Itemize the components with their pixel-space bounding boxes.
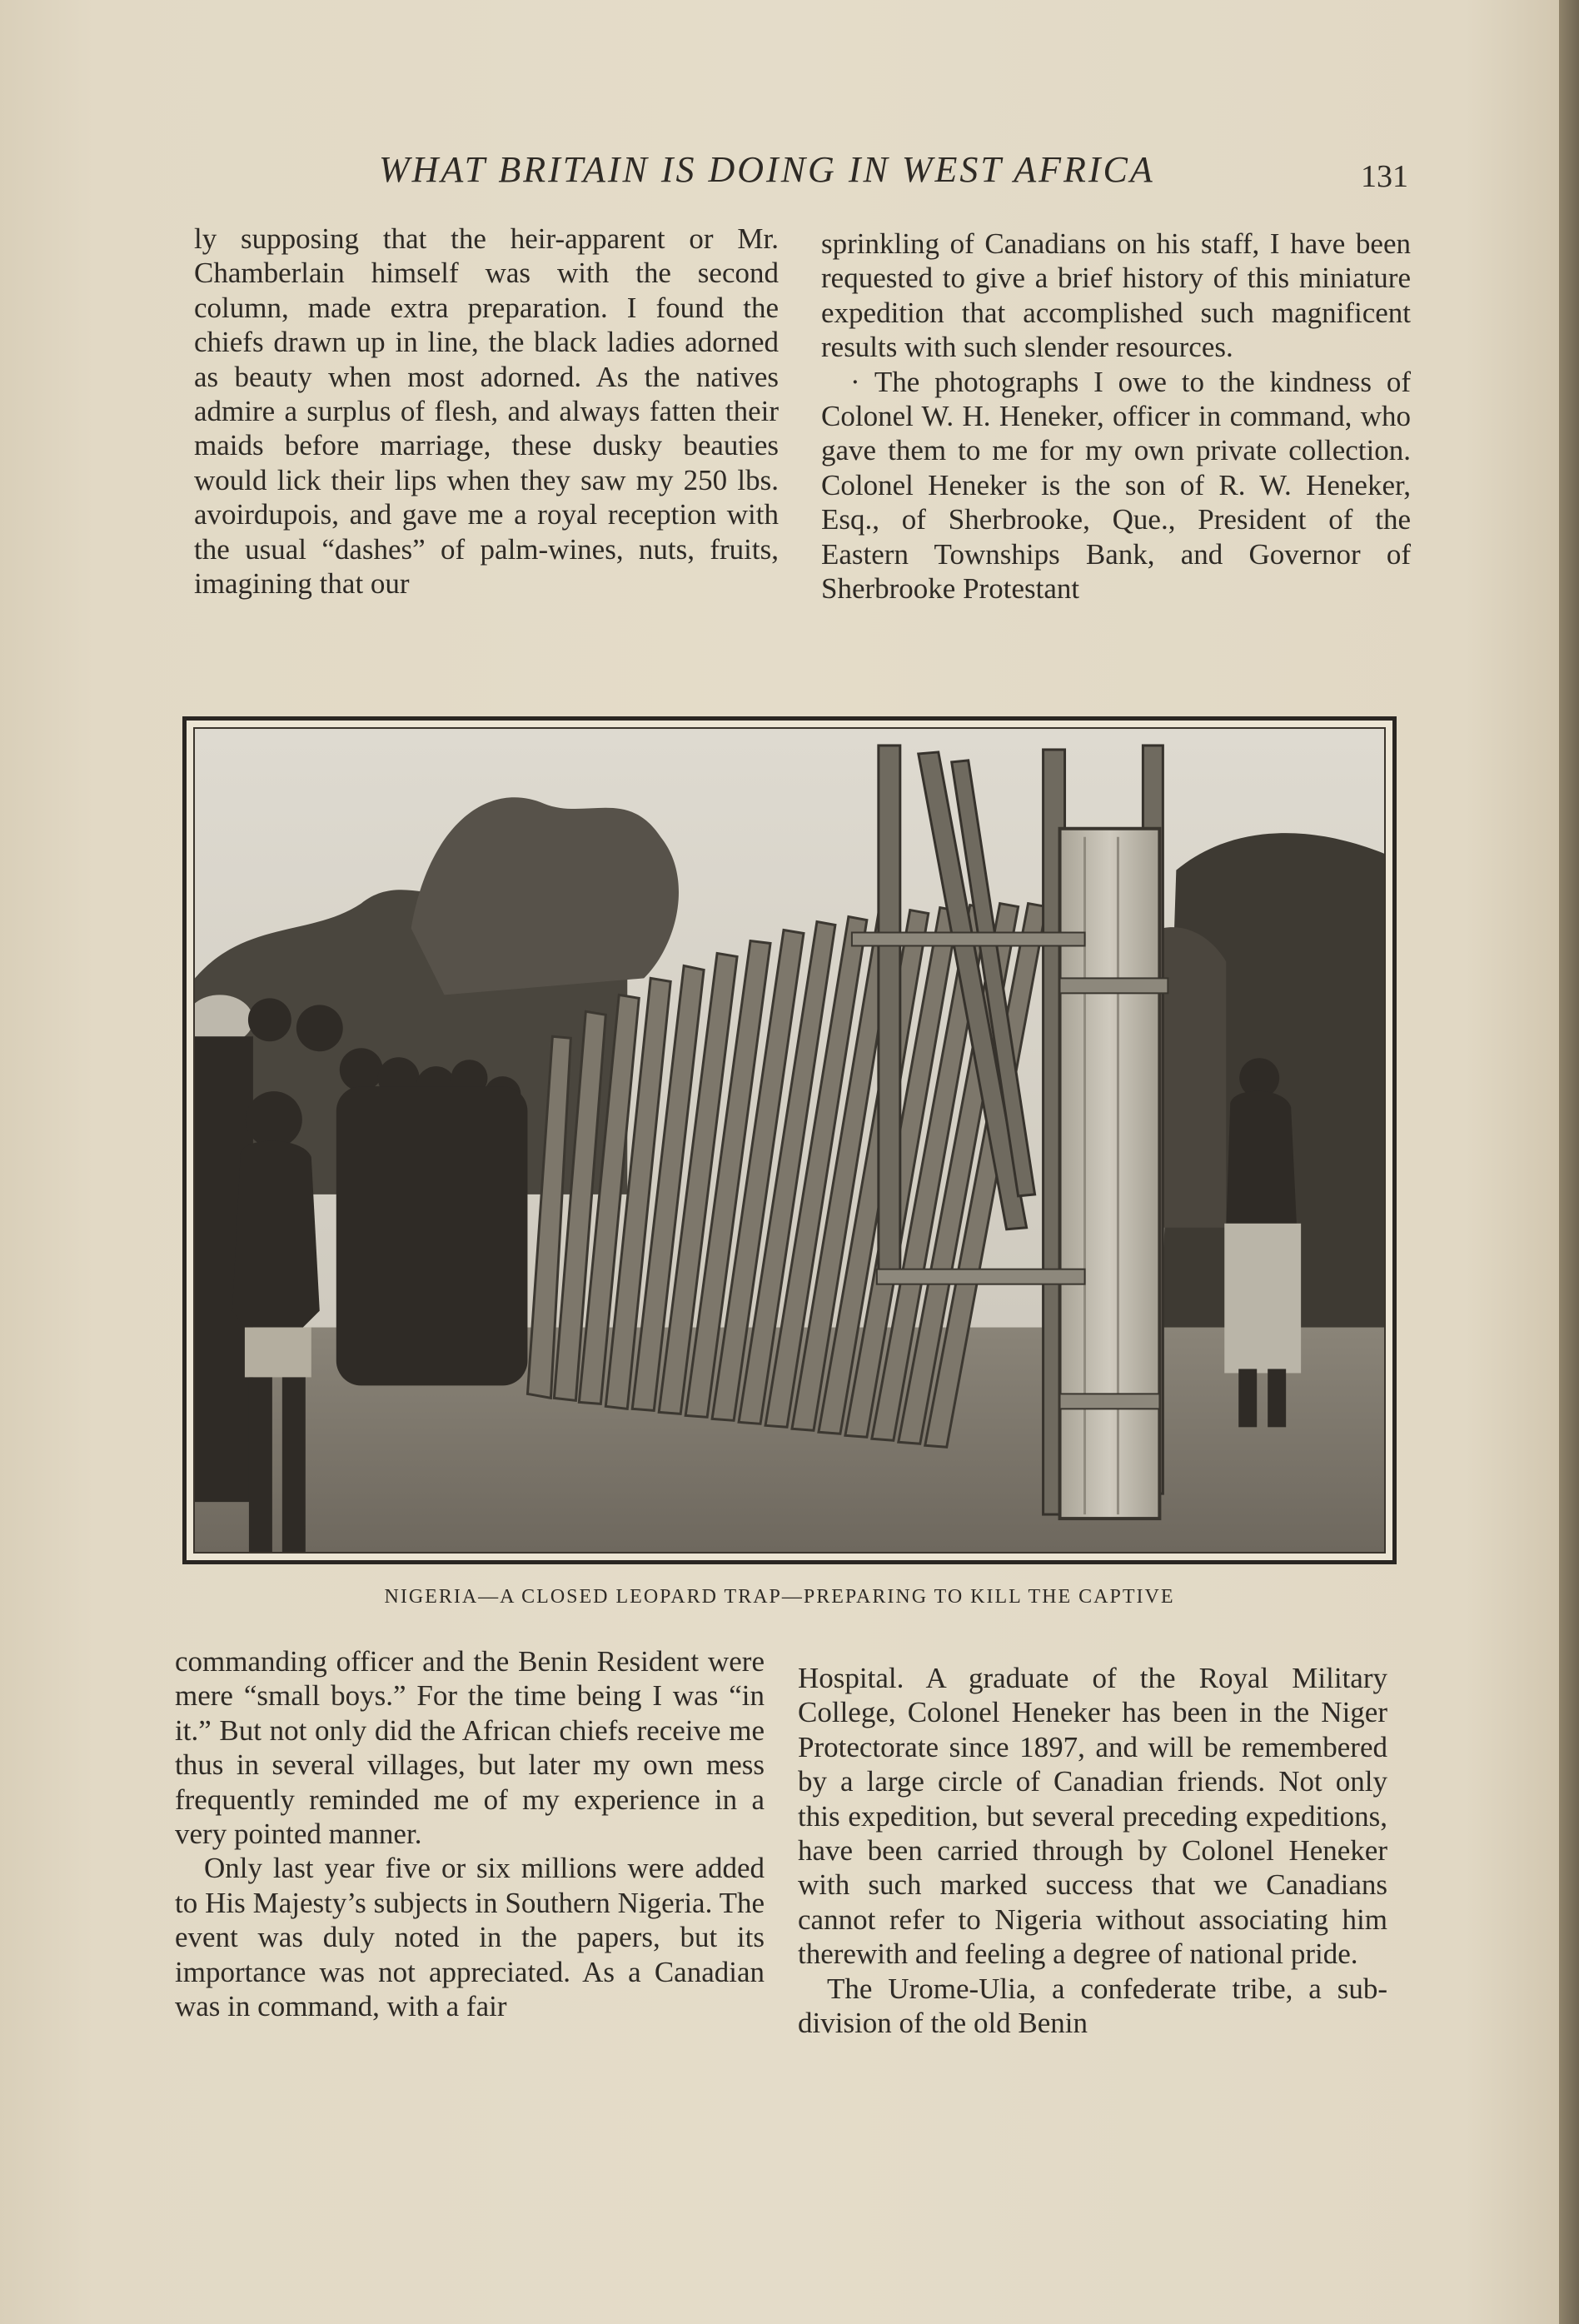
photo-caption: NIGERIA—A CLOSED LEOPARD TRAP—PREPARING TO KILL THE CAPTIVE bbox=[384, 1586, 1175, 1608]
text-column-bottom-left bbox=[175, 1644, 765, 2023]
paragraph: Hospital. A graduate of the Royal Military College, Colonel Heneker has been in the Niger Protectorate since 1897, and will be remembered by a large circle of Canadian friends. Not only this expedition, but several preceding expeditions, have been carried through by Colonel Heneker with such marked success that we Canadians cannot refer to Nigeria without associating him therewith and feeling a degree of national pride. bbox=[798, 1662, 1387, 1971]
paragraph: The Urome-Ulia, a confederate tribe, a sub-division of the old Benin bbox=[798, 1972, 1387, 2040]
page-number: 131 bbox=[1361, 159, 1408, 194]
photo-illustration bbox=[195, 729, 1384, 1552]
running-title: WHAT BRITAIN IS DOING IN WEST AFRICA bbox=[379, 149, 1155, 190]
paragraph: ly supposing that the heir-apparent or Mr. Chamberlain himself was with the second column, made extra preparation. I found the chiefs drawn up in line, the black ladies adorned as beauty when most adorned. As the natives admire a surplus of flesh, and always fatten their maids before marriage, these dusky beauties would lick their lips when they saw my 250 lbs. avoirdupois, and gave me a royal reception with the usual “dashes” of palm-wines, nuts, fruits, imagining that our bbox=[194, 222, 779, 601]
running-header bbox=[0, 148, 1559, 198]
paragraph: sprinkling of Canadians on his staff, I have been requested to give a brief history of this miniature expedition that accomplished such magnificent results with such slender resources. bbox=[821, 227, 1411, 364]
paragraph: · The photographs I owe to the kindness of Colonel W. H. Heneker, officer in command, who gave them to me for my own private collection. Colonel Heneker is the son of R. W. Heneker, Esq., of Sherbrooke, Que., President of the Eastern Townships Bank, and Governor of Sherbrooke Protestant bbox=[821, 365, 1411, 606]
page-edge bbox=[1559, 0, 1579, 2324]
paragraph: commanding officer and the Benin Resident were mere “small boys.” For the time being I was “in it.” But not only did the African chiefs receive me thus in several villages, but later my own mess frequently reminded me of my experience in a very pointed manner. bbox=[175, 1645, 765, 1851]
text-column-top-right bbox=[821, 227, 1411, 606]
leopard-trap-photograph bbox=[182, 716, 1397, 1564]
text-column-top-left bbox=[194, 222, 779, 601]
paragraph: Only last year five or six millions were added to His Majesty’s subjects in Southern Nigeria. The event was duly noted in the papers, but its importance was not appreciated. As a Canadian was in command, with a fair bbox=[175, 1852, 765, 2023]
text-column-bottom-right bbox=[798, 1661, 1387, 2040]
